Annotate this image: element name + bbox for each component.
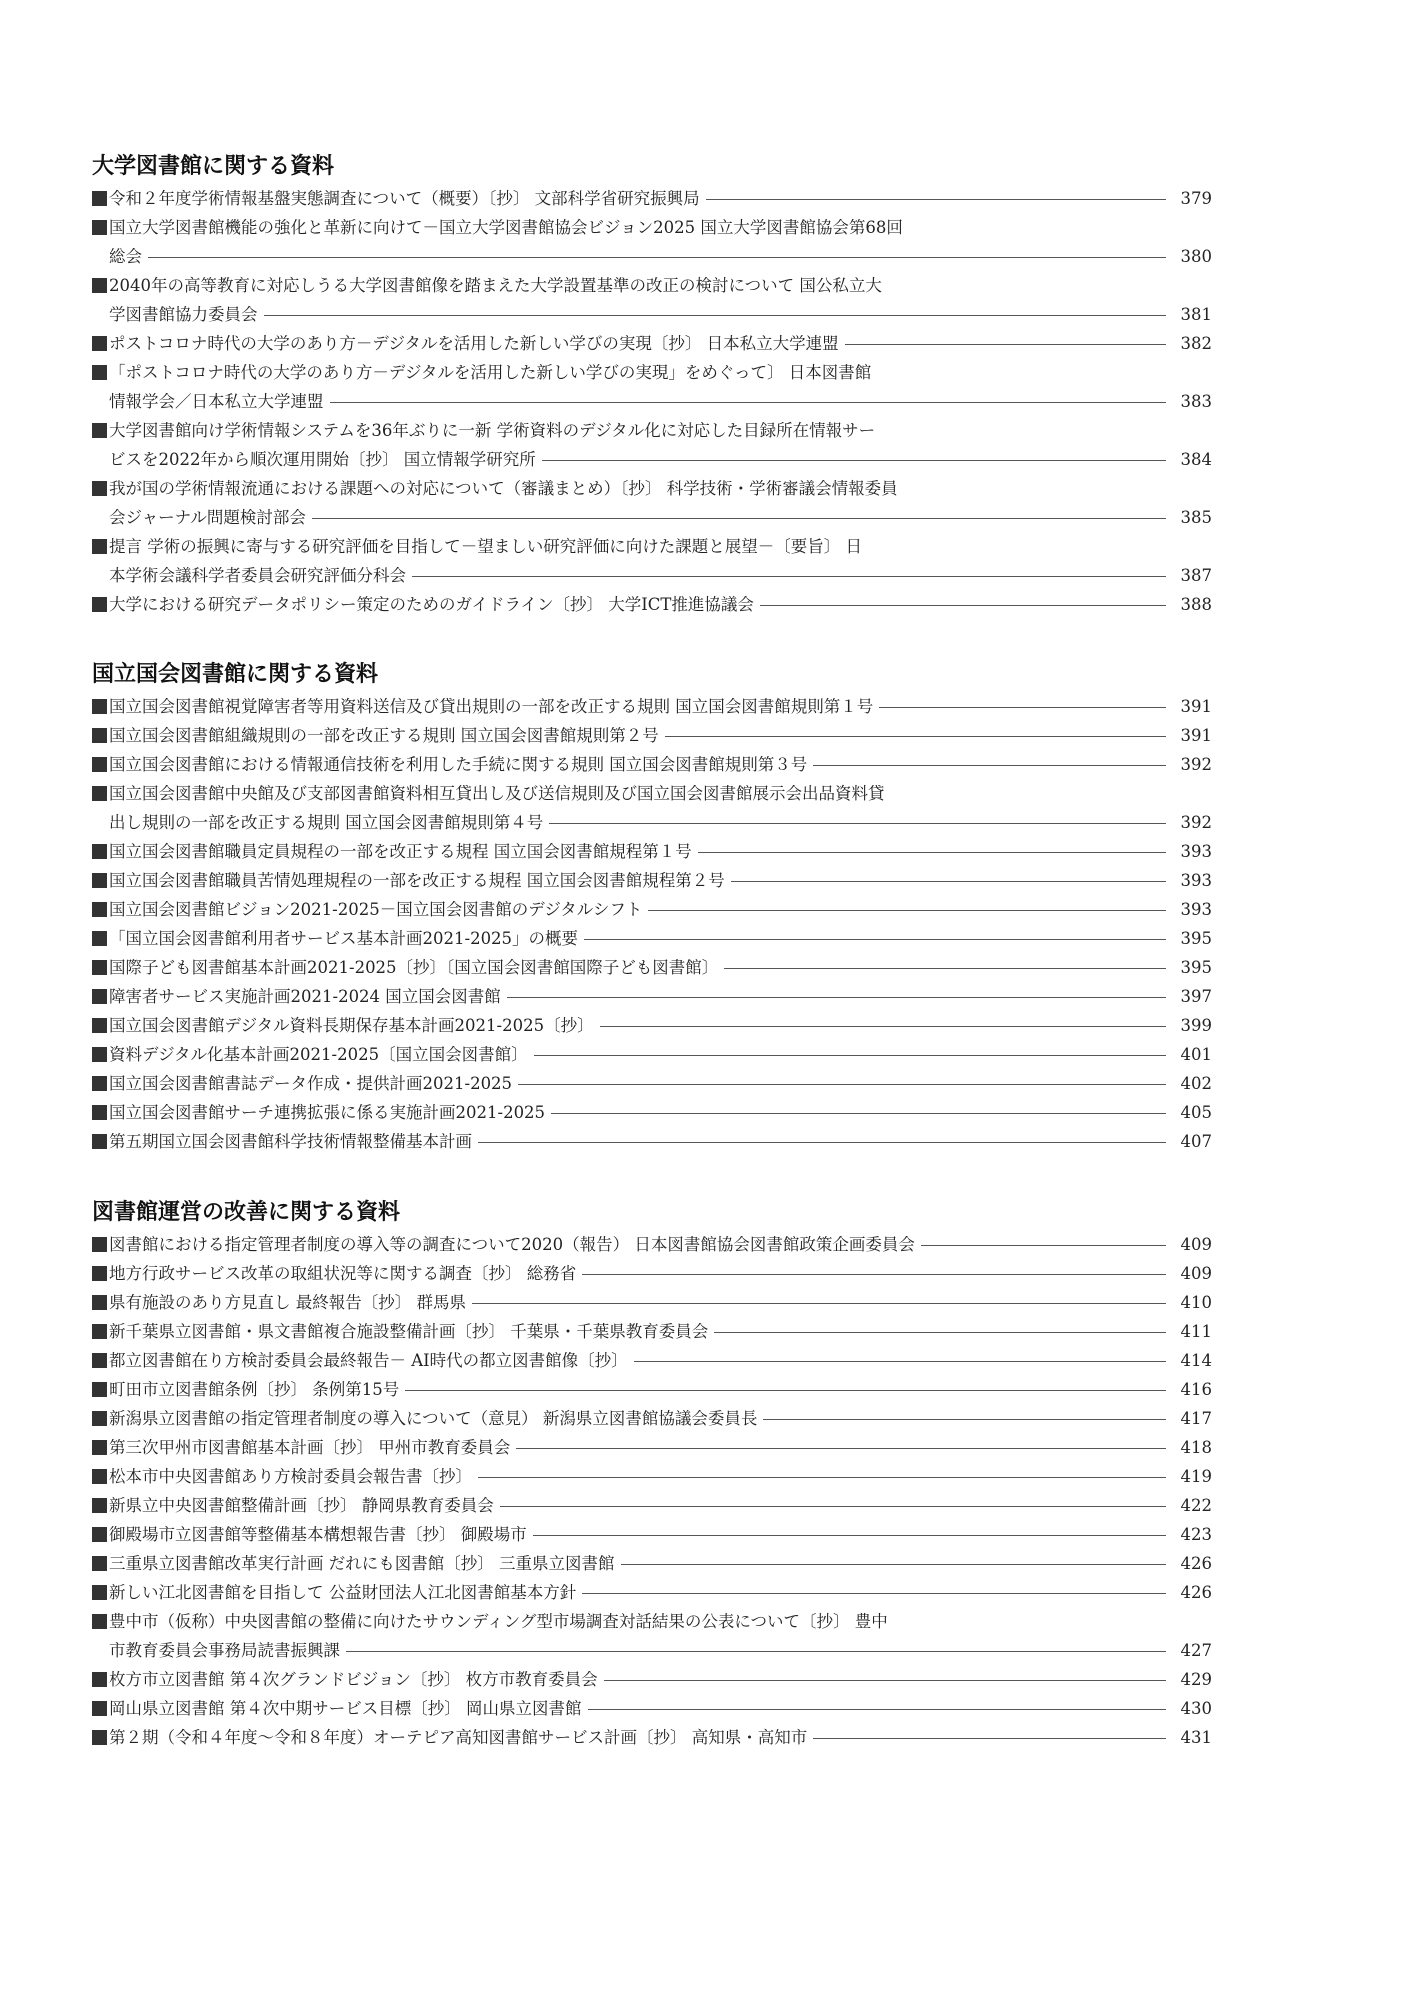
toc-entry [92, 1723, 1212, 1752]
toc-entry-text: 大学における研究データポリシー策定のためのガイドライン〔抄〕 大学ICT推進協議会 [109, 595, 754, 614]
toc-entry-text: 「ポストコロナ時代の大学のあり方－デジタルを活用した新しい学びの実現」をめぐって〕 日本図書館 [109, 363, 872, 382]
toc-entry-line [92, 387, 1212, 416]
toc-entry [92, 474, 1212, 532]
dot-leader [582, 1593, 1166, 1594]
toc-entry-text: 御殿場市立図書館等整備基本構想報告書〔抄〕 御殿場市 [109, 1525, 527, 1544]
toc-entry-line [92, 895, 1212, 924]
page-number: 393 [1180, 842, 1212, 861]
dot-leader [634, 1361, 1166, 1362]
page-number: 402 [1180, 1074, 1212, 1093]
dot-leader [533, 1535, 1166, 1536]
dot-leader [698, 852, 1166, 853]
toc-entry-text: 第三次甲州市図書館基本計画〔抄〕 甲州市教育委員会 [109, 1438, 511, 1457]
toc-entry-line [92, 1578, 1212, 1607]
toc-entry-line [92, 924, 1212, 953]
square-bullet-icon [92, 1076, 107, 1091]
toc-entry-text: 新潟県立図書館の指定管理者制度の導入について（意見） 新潟県立図書館協議会委員長 [109, 1409, 758, 1428]
toc-entry-text: 国立国会図書館デジタル資料長期保存基本計画2021-2025〔抄〕 [109, 1016, 594, 1035]
toc-entry-text: 国立国会図書館職員苦情処理規程の一部を改正する規程 国立国会図書館規程第２号 [109, 871, 725, 890]
toc-entry [92, 1317, 1212, 1346]
toc-entry-text: 2040年の高等教育に対応しうる大学図書館像を踏まえた大学設置基準の改正の検討について 国公私立大 [109, 276, 882, 295]
page-number: 409 [1180, 1235, 1212, 1254]
toc-entry-line [92, 1011, 1212, 1040]
page-number: 417 [1180, 1409, 1212, 1428]
page-number: 405 [1180, 1103, 1212, 1122]
toc-entry-line [92, 1462, 1212, 1491]
toc-entry-line [92, 445, 1212, 474]
toc-entry-text: 町田市立図書館条例〔抄〕 条例第15号 [109, 1380, 400, 1399]
page-number: 429 [1180, 1670, 1212, 1689]
dot-leader [500, 1506, 1166, 1507]
dot-leader [518, 1084, 1166, 1085]
toc-entry-line [92, 329, 1212, 358]
square-bullet-icon [92, 1411, 107, 1426]
toc-entry-line [92, 692, 1212, 721]
toc-entry-line [92, 750, 1212, 779]
dot-leader [584, 939, 1166, 940]
toc-entry-text: 国立国会図書館サーチ連携拡張に係る実施計画2021-2025 [109, 1103, 546, 1122]
toc-entry-line [92, 561, 1212, 590]
square-bullet-icon [92, 597, 107, 612]
dot-leader [600, 1026, 1166, 1027]
toc-entry-line [92, 1040, 1212, 1069]
square-bullet-icon [92, 844, 107, 859]
page-number: 427 [1180, 1641, 1212, 1660]
square-bullet-icon [92, 1295, 107, 1310]
toc-entry-line [92, 1346, 1212, 1375]
dot-leader [346, 1651, 1166, 1652]
toc-entry-text: 出し規則の一部を改正する規則 国立国会図書館規則第４号 [109, 813, 544, 832]
page-number: 419 [1180, 1467, 1212, 1486]
toc-entry-line [92, 184, 1212, 213]
dot-leader [148, 257, 1166, 258]
toc-entry-line [92, 242, 1212, 271]
page-number: 422 [1180, 1496, 1212, 1515]
toc-entry [92, 1404, 1212, 1433]
section-library-management [92, 1198, 1212, 1752]
square-bullet-icon [92, 1614, 107, 1629]
page-number: 418 [1180, 1438, 1212, 1457]
square-bullet-icon [92, 1556, 107, 1571]
toc-entry-text: 三重県立図書館改革実行計画 だれにも図書館〔抄〕 三重県立図書館 [109, 1554, 615, 1573]
toc-entry-text: 情報学会／日本私立大学連盟 [109, 392, 324, 411]
toc-entry [92, 1578, 1212, 1607]
page-number: 416 [1180, 1380, 1212, 1399]
toc-entry-line [92, 982, 1212, 1011]
dot-leader [516, 1448, 1166, 1449]
toc-entry-line [92, 808, 1212, 837]
toc-entry-line [92, 1288, 1212, 1317]
toc-entry [92, 895, 1212, 924]
section-heading: 図書館運営の改善に関する資料 [92, 1200, 401, 1225]
page-number: 381 [1180, 305, 1212, 324]
toc-entry-line [92, 1607, 1212, 1636]
dot-leader [472, 1303, 1166, 1304]
toc-entry [92, 1098, 1212, 1127]
dot-leader [412, 576, 1166, 577]
section-national-diet-library [92, 660, 1212, 1156]
page-number: 430 [1180, 1699, 1212, 1718]
toc-entry [92, 1011, 1212, 1040]
toc-entry-line [92, 779, 1212, 808]
page-number: 426 [1180, 1554, 1212, 1573]
toc-entry-line [92, 1127, 1212, 1156]
toc-entry [92, 1288, 1212, 1317]
square-bullet-icon [92, 1266, 107, 1281]
section-university-libraries [92, 152, 1212, 619]
toc-entry [92, 213, 1212, 271]
toc-entry [92, 1375, 1212, 1404]
toc-entry [92, 837, 1212, 866]
dot-leader [665, 736, 1166, 737]
toc-entry [92, 1433, 1212, 1462]
dot-leader [706, 199, 1166, 200]
square-bullet-icon [92, 1324, 107, 1339]
dot-leader [582, 1274, 1166, 1275]
toc-entry-text: 総会 [109, 247, 142, 266]
toc-entry-line [92, 213, 1212, 242]
toc-entry [92, 329, 1212, 358]
dot-leader [724, 968, 1166, 969]
toc-entry-text: 新千葉県立図書館・県文書館複合施設整備計画〔抄〕 千葉県・千葉県教育委員会 [109, 1322, 709, 1341]
page-number: 423 [1180, 1525, 1212, 1544]
toc-entry [92, 1607, 1212, 1665]
toc-entry [92, 1040, 1212, 1069]
page-number: 384 [1180, 450, 1212, 469]
square-bullet-icon [92, 1469, 107, 1484]
dot-leader [648, 910, 1166, 911]
toc-entry-line [92, 1665, 1212, 1694]
toc-entry-text: 国立国会図書館書誌データ作成・提供計画2021-2025 [109, 1074, 513, 1093]
page-number: 409 [1180, 1264, 1212, 1283]
toc-entry-line [92, 590, 1212, 619]
dot-leader [604, 1680, 1166, 1681]
toc-entry-text: 岡山県立図書館 第４次中期サービス目標〔抄〕 岡山県立図書館 [109, 1699, 582, 1718]
page-number: 391 [1180, 697, 1212, 716]
dot-leader [551, 1113, 1166, 1114]
page-number: 387 [1180, 566, 1212, 585]
dot-leader [534, 1055, 1166, 1056]
toc-entry-line [92, 271, 1212, 300]
toc-entry-text: 松本市中央図書館あり方検討委員会報告書〔抄〕 [109, 1467, 472, 1486]
toc-entry-line [92, 1098, 1212, 1127]
dot-leader [549, 823, 1166, 824]
page-number: 395 [1180, 958, 1212, 977]
entry-list [92, 1230, 1212, 1752]
page-number: 393 [1180, 900, 1212, 919]
dot-leader [760, 605, 1166, 606]
toc-entry-line [92, 1723, 1212, 1752]
square-bullet-icon [92, 931, 107, 946]
toc-entry-text: 国立大学図書館機能の強化と革新に向けて－国立大学図書館協会ビジョン2025 国立大学図書館協会第68回 [109, 218, 903, 237]
toc-entry-text: 国際子ども図書館基本計画2021-2025〔抄〕〔国立国会図書館国際子ども図書館〕 [109, 958, 719, 977]
square-bullet-icon [92, 1701, 107, 1716]
square-bullet-icon [92, 1585, 107, 1600]
toc-entry-text: 枚方市立図書館 第４次グランドビジョン〔抄〕 枚方市教育委員会 [109, 1670, 598, 1689]
page-number: 392 [1180, 813, 1212, 832]
page-number: 431 [1180, 1728, 1212, 1747]
page-number: 379 [1180, 189, 1212, 208]
toc-entry [92, 750, 1212, 779]
page-number: 391 [1180, 726, 1212, 745]
toc-entry-text: 学図書館協力委員会 [109, 305, 258, 324]
square-bullet-icon [92, 539, 107, 554]
dot-leader [763, 1419, 1166, 1420]
page-number: 385 [1180, 508, 1212, 527]
toc-entry [92, 982, 1212, 1011]
toc-entry-line [92, 1694, 1212, 1723]
dot-leader [264, 315, 1167, 316]
dot-leader [845, 344, 1166, 345]
toc-entry-text: ビスを2022年から順次運用開始〔抄〕 国立情報学研究所 [109, 450, 536, 469]
square-bullet-icon [92, 1672, 107, 1687]
toc-entry [92, 779, 1212, 837]
dot-leader [542, 460, 1166, 461]
toc-entry-line [92, 1259, 1212, 1288]
page-number: 399 [1180, 1016, 1212, 1035]
dot-leader [813, 1738, 1166, 1739]
toc-entry [92, 692, 1212, 721]
toc-entry [92, 1665, 1212, 1694]
page-number: 382 [1180, 334, 1212, 353]
toc-entry-text: 第２期（令和４年度～令和８年度）オーテピア高知図書館サービス計画〔抄〕 高知県・高知市 [109, 1728, 808, 1747]
toc-entry [92, 1230, 1212, 1259]
toc-entry-line [92, 1317, 1212, 1346]
toc-entry-text: 障害者サービス実施計画2021-2024 国立国会図書館 [109, 987, 501, 1006]
toc-entry-line [92, 953, 1212, 982]
toc-entry-line [92, 1491, 1212, 1520]
toc-entry-text: 地方行政サービス改革の取組状況等に関する調査〔抄〕 総務省 [109, 1264, 577, 1283]
square-bullet-icon [92, 1730, 107, 1745]
square-bullet-icon [92, 191, 107, 206]
toc-entry [92, 1127, 1212, 1156]
toc-entry [92, 358, 1212, 416]
toc-entry-text: 国立国会図書館ビジョン2021-2025－国立国会図書館のデジタルシフト [109, 900, 643, 919]
toc-entry [92, 1549, 1212, 1578]
square-bullet-icon [92, 365, 107, 380]
square-bullet-icon [92, 336, 107, 351]
square-bullet-icon [92, 1018, 107, 1033]
dot-leader [879, 707, 1166, 708]
toc-entry [92, 271, 1212, 329]
square-bullet-icon [92, 1134, 107, 1149]
toc-entry-line [92, 1230, 1212, 1259]
square-bullet-icon [92, 278, 107, 293]
toc-entry [92, 1462, 1212, 1491]
toc-entry-text: 国立国会図書館における情報通信技術を利用した手続に関する規則 国立国会図書館規則第３号 [109, 755, 808, 774]
toc-entry [92, 1346, 1212, 1375]
square-bullet-icon [92, 989, 107, 1004]
toc-entry-text: 大学図書館向け学術情報システムを36年ぶりに一新 学術資料のデジタル化に対応した目録所在情報サー [109, 421, 876, 440]
toc-entry-text: 国立国会図書館視覚障害者等用資料送信及び貸出規則の一部を改正する規則 国立国会図書館規則第１号 [109, 697, 874, 716]
page-number: 414 [1180, 1351, 1212, 1370]
toc-entry-text: 県有施設のあり方見直し 最終報告〔抄〕 群馬県 [109, 1293, 466, 1312]
dot-leader [588, 1709, 1167, 1710]
toc-entry [92, 866, 1212, 895]
square-bullet-icon [92, 1527, 107, 1542]
toc-entry-line [92, 1404, 1212, 1433]
toc-entry-line [92, 866, 1212, 895]
toc-entry-text: 都立図書館在り方検討委員会最終報告－ AI時代の都立図書館像〔抄〕 [109, 1351, 628, 1370]
toc-entry-line [92, 1069, 1212, 1098]
toc-entry-text: 第五期国立国会図書館科学技術情報整備基本計画 [109, 1132, 472, 1151]
dot-leader [731, 881, 1166, 882]
square-bullet-icon [92, 1440, 107, 1455]
toc-entry-text: ポストコロナ時代の大学のあり方－デジタルを活用した新しい学びの実現〔抄〕 日本私立大学連盟 [109, 334, 839, 353]
toc-entry-line [92, 1375, 1212, 1404]
toc-entry [92, 1259, 1212, 1288]
square-bullet-icon [92, 757, 107, 772]
square-bullet-icon [92, 220, 107, 235]
toc-entry [92, 590, 1212, 619]
square-bullet-icon [92, 1047, 107, 1062]
toc-entry-line [92, 300, 1212, 329]
square-bullet-icon [92, 699, 107, 714]
toc-entry [92, 1694, 1212, 1723]
square-bullet-icon [92, 423, 107, 438]
toc-entry [92, 532, 1212, 590]
page-number: 401 [1180, 1045, 1212, 1064]
toc-entry-line [92, 1636, 1212, 1665]
toc-entry-text: 国立国会図書館中央館及び支部図書館資料相互貸出し及び送信規則及び国立国会図書館展示会出品資料貸 [109, 784, 885, 803]
square-bullet-icon [92, 1498, 107, 1513]
square-bullet-icon [92, 960, 107, 975]
square-bullet-icon [92, 1237, 107, 1252]
dot-leader [714, 1332, 1166, 1333]
toc-entry-line [92, 358, 1212, 387]
toc-entry-line [92, 474, 1212, 503]
dot-leader [478, 1142, 1166, 1143]
toc-entry [92, 721, 1212, 750]
toc-entry-text: 国立国会図書館組織規則の一部を改正する規則 国立国会図書館規則第２号 [109, 726, 659, 745]
section-heading: 国立国会図書館に関する資料 [92, 662, 379, 687]
toc-entry [92, 924, 1212, 953]
section-heading: 大学図書館に関する資料 [92, 154, 335, 179]
square-bullet-icon [92, 1382, 107, 1397]
dot-leader [621, 1564, 1167, 1565]
toc-entry-text: 本学術会議科学者委員会研究評価分科会 [109, 566, 406, 585]
toc-entry-line [92, 837, 1212, 866]
entry-list [92, 184, 1212, 619]
dot-leader [813, 765, 1166, 766]
page-number: 397 [1180, 987, 1212, 1006]
square-bullet-icon [92, 481, 107, 496]
dot-leader [330, 402, 1167, 403]
page-number: 388 [1180, 595, 1212, 614]
page-number: 395 [1180, 929, 1212, 948]
toc-entry-text: 市教育委員会事務局読書振興課 [109, 1641, 340, 1660]
toc-entry-text: 新しい江北図書館を目指して 公益財団法人江北図書館基本方針 [109, 1583, 577, 1602]
toc-entry-line [92, 1549, 1212, 1578]
square-bullet-icon [92, 873, 107, 888]
toc-entry-line [92, 1520, 1212, 1549]
toc-entry-line [92, 416, 1212, 445]
toc-entry [92, 1520, 1212, 1549]
toc-entry [92, 1069, 1212, 1098]
page-number: 380 [1180, 247, 1212, 266]
toc-entry [92, 416, 1212, 474]
page-number: 407 [1180, 1132, 1212, 1151]
dot-leader [921, 1245, 1166, 1246]
toc-entry-text: 提言 学術の振興に寄与する研究評価を目指して－望ましい研究評価に向けた課題と展望－〔要旨〕 日 [109, 537, 862, 556]
toc-entry-text: 「国立国会図書館利用者サービス基本計画2021-2025」の概要 [109, 929, 579, 948]
toc-entry [92, 1491, 1212, 1520]
toc-entry-text: 資料デジタル化基本計画2021-2025〔国立国会図書館〕 [109, 1045, 528, 1064]
dot-leader [405, 1390, 1166, 1391]
toc-entry-text: 図書館における指定管理者制度の導入等の調査について2020（報告） 日本図書館協会図書館政策企画委員会 [109, 1235, 915, 1254]
page-number: 410 [1180, 1293, 1212, 1312]
square-bullet-icon [92, 728, 107, 743]
dot-leader [507, 997, 1166, 998]
page-number: 411 [1180, 1322, 1212, 1341]
dot-leader [312, 518, 1166, 519]
toc-entry-text: 我が国の学術情報流通における課題への対応について（審議まとめ）〔抄〕 科学技術・学術審議会情報委員 [109, 479, 898, 498]
entry-list [92, 692, 1212, 1156]
page-number: 393 [1180, 871, 1212, 890]
square-bullet-icon [92, 1353, 107, 1368]
square-bullet-icon [92, 1105, 107, 1120]
page-number: 392 [1180, 755, 1212, 774]
toc-entry-text: 新県立中央図書館整備計画〔抄〕 静岡県教育委員会 [109, 1496, 494, 1515]
toc-entry-line [92, 721, 1212, 750]
toc-entry [92, 953, 1212, 982]
toc-entry-line [92, 503, 1212, 532]
toc-entry [92, 184, 1212, 213]
toc-entry-text: 豊中市（仮称）中央図書館の整備に向けたサウンディング型市場調査対話結果の公表について〔抄〕 豊中 [109, 1612, 888, 1631]
square-bullet-icon [92, 902, 107, 917]
toc-entry-text: 国立国会図書館職員定員規程の一部を改正する規程 国立国会図書館規程第１号 [109, 842, 692, 861]
toc-entry-text: 令和２年度学術情報基盤実態調査について（概要）〔抄〕 文部科学省研究振興局 [109, 189, 700, 208]
page-number: 426 [1180, 1583, 1212, 1602]
page-number: 383 [1180, 392, 1212, 411]
toc-entry-line [92, 532, 1212, 561]
square-bullet-icon [92, 786, 107, 801]
toc-entry-line [92, 1433, 1212, 1462]
dot-leader [478, 1477, 1166, 1478]
toc-entry-text: 会ジャーナル問題検討部会 [109, 508, 306, 527]
